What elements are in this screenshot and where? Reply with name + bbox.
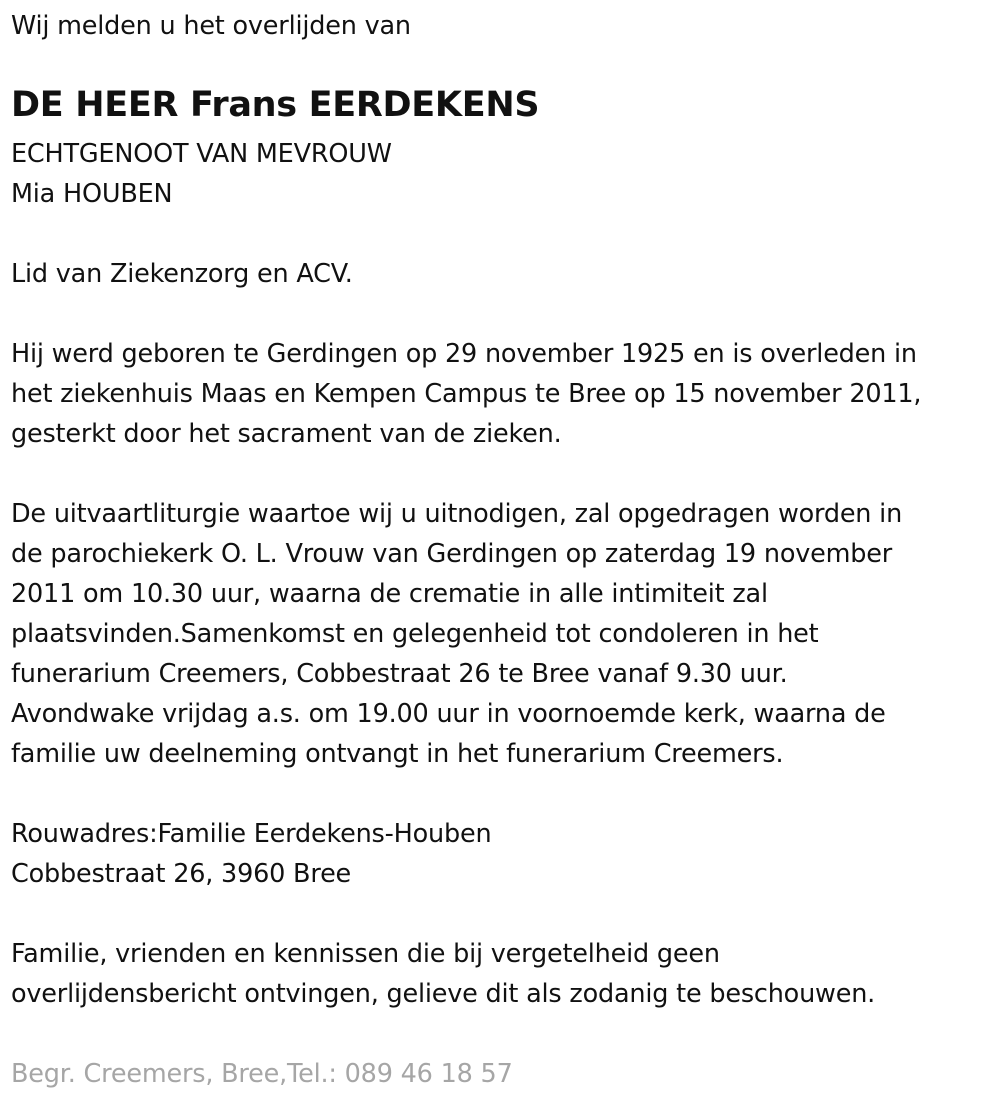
membership-block (11, 254, 353, 294)
intro-text: Wij melden u het overlijden van (11, 11, 411, 41)
funeral-paragraph (11, 494, 902, 774)
address-line-1: Rouwadres:Familie Eerdekens-Houben (11, 819, 492, 849)
deceased-name: DE HEER Frans EERDEKENS (11, 85, 540, 125)
paragraph-line: funerarium Creemers, Cobbestraat 26 te Bree vanaf 9.30 uur. (11, 659, 788, 689)
paragraph-line: Hij werd geboren te Gerdingen op 29 november 1925 en is overleden in (11, 339, 917, 369)
undertaker-text: Begr. Creemers, Bree,Tel.: 089 46 18 57 (11, 1059, 513, 1089)
spouse-line-1: ECHTGENOOT VAN MEVROUW (11, 139, 392, 169)
address-line-2: Cobbestraat 26, 3960 Bree (11, 859, 352, 889)
spouse-block (11, 134, 392, 214)
notice-paragraph (11, 934, 875, 1014)
undertaker-credit (11, 1054, 513, 1094)
paragraph-line: Avondwake vrijdag a.s. om 19.00 uur in voornoemde kerk, waarna de (11, 699, 886, 729)
paragraph-line: de parochiekerk O. L. Vrouw van Gerdingen op zaterdag 19 november (11, 539, 893, 569)
paragraph-line: het ziekenhuis Maas en Kempen Campus te Bree op 15 november 2011, (11, 379, 922, 409)
paragraph-line: De uitvaartliturgie waartoe wij u uitnodigen, zal opgedragen worden in (11, 499, 903, 529)
paragraph-line: plaatsvinden.Samenkomst en gelegenheid tot condoleren in het (11, 619, 819, 649)
paragraph-line: Familie, vrienden en kennissen die bij vergetelheid geen (11, 939, 720, 969)
membership-text: Lid van Ziekenzorg en ACV. (11, 259, 353, 289)
birth-death-paragraph (11, 334, 921, 454)
spouse-line-2: Mia HOUBEN (11, 179, 173, 209)
paragraph-line: 2011 om 10.30 uur, waarna de crematie in alle intimiteit zal (11, 579, 768, 609)
mourning-address (11, 814, 491, 894)
paragraph-line: overlijdensbericht ontvingen, gelieve dit als zodanig te beschouwen. (11, 979, 876, 1009)
paragraph-line: familie uw deelneming ontvangt in het funerarium Creemers. (11, 739, 784, 769)
paragraph-line: gesterkt door het sacrament van de zieken. (11, 419, 562, 449)
